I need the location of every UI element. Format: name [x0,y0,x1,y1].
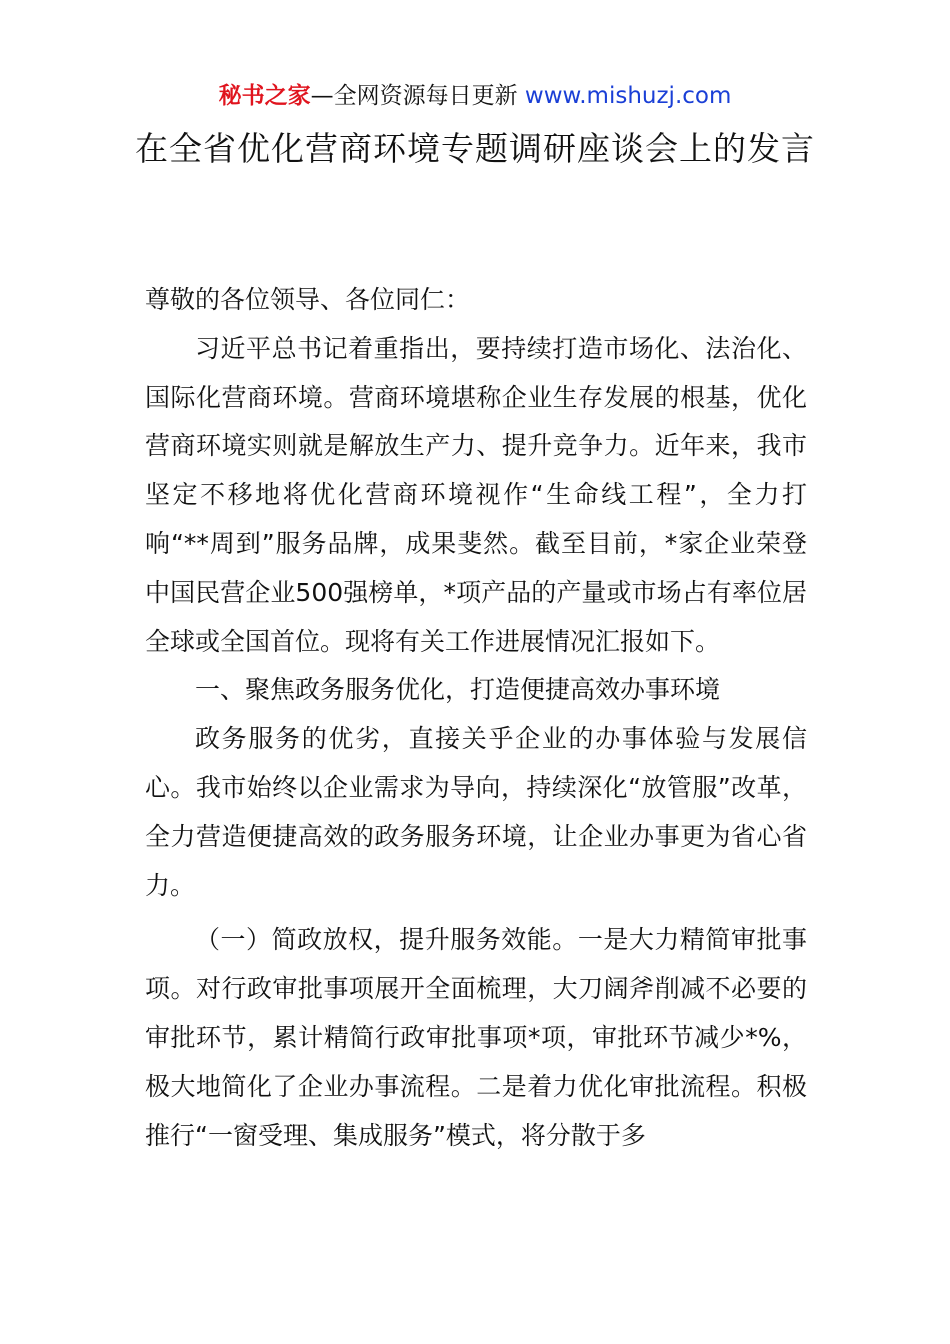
paragraph-subsection: （一）简政放权，提升服务效能。一是大力精简审批事项。对行政审批事项展开全面梳理，大刀阔斧削减不必要的审批环节，累计精简行政审批事项*项，审批环节减少*%，极大地简化了企业办事流程。二是着力优化审批流程。积极推行“一窗受理、集成服务”模式，将分散于多 [145,925,807,1150]
paragraph-section-intro: 政务服务的优劣，直接关乎企业的办事体验与发展信心。我市始终以企业需求为导向，持续深化“放管服”改革，全力营造便捷高效的政务服务环境，让企业办事更为省心省力。 [145,724,807,900]
site-header [0,80,950,112]
paragraph-intro: 习近平总书记着重指出，要持续打造市场化、法治化、国际化营商环境。营商环境堪称企业生存发展的根基，优化营商环境实则就是解放生产力、提升竞争力。近年来，我市坚定不移地将优化营商环境视作“生命线工程”，全力打响“**周到”服务品牌，成果斐然。截至目前，*家企业荣登中国民营企业500强榜单，*项产品的产量或市场占有率位居全球或全国首位。现将有关工作进展情况汇报如下。 [145,333,807,656]
salutation: 尊敬的各位领导、各位同仁： [145,285,471,314]
site-url[interactable]: www.mishuzj.com [524,83,732,109]
site-brand: 秘书之家 [218,83,311,109]
section-heading: 一、聚焦政务服务优化，打造便捷高效办事环境 [195,675,721,705]
site-tagline: —全网资源每日更新 [310,83,525,109]
document-title: 在全省优化营商环境专题调研座谈会上的发言 [135,129,815,168]
document-body [145,276,807,1160]
